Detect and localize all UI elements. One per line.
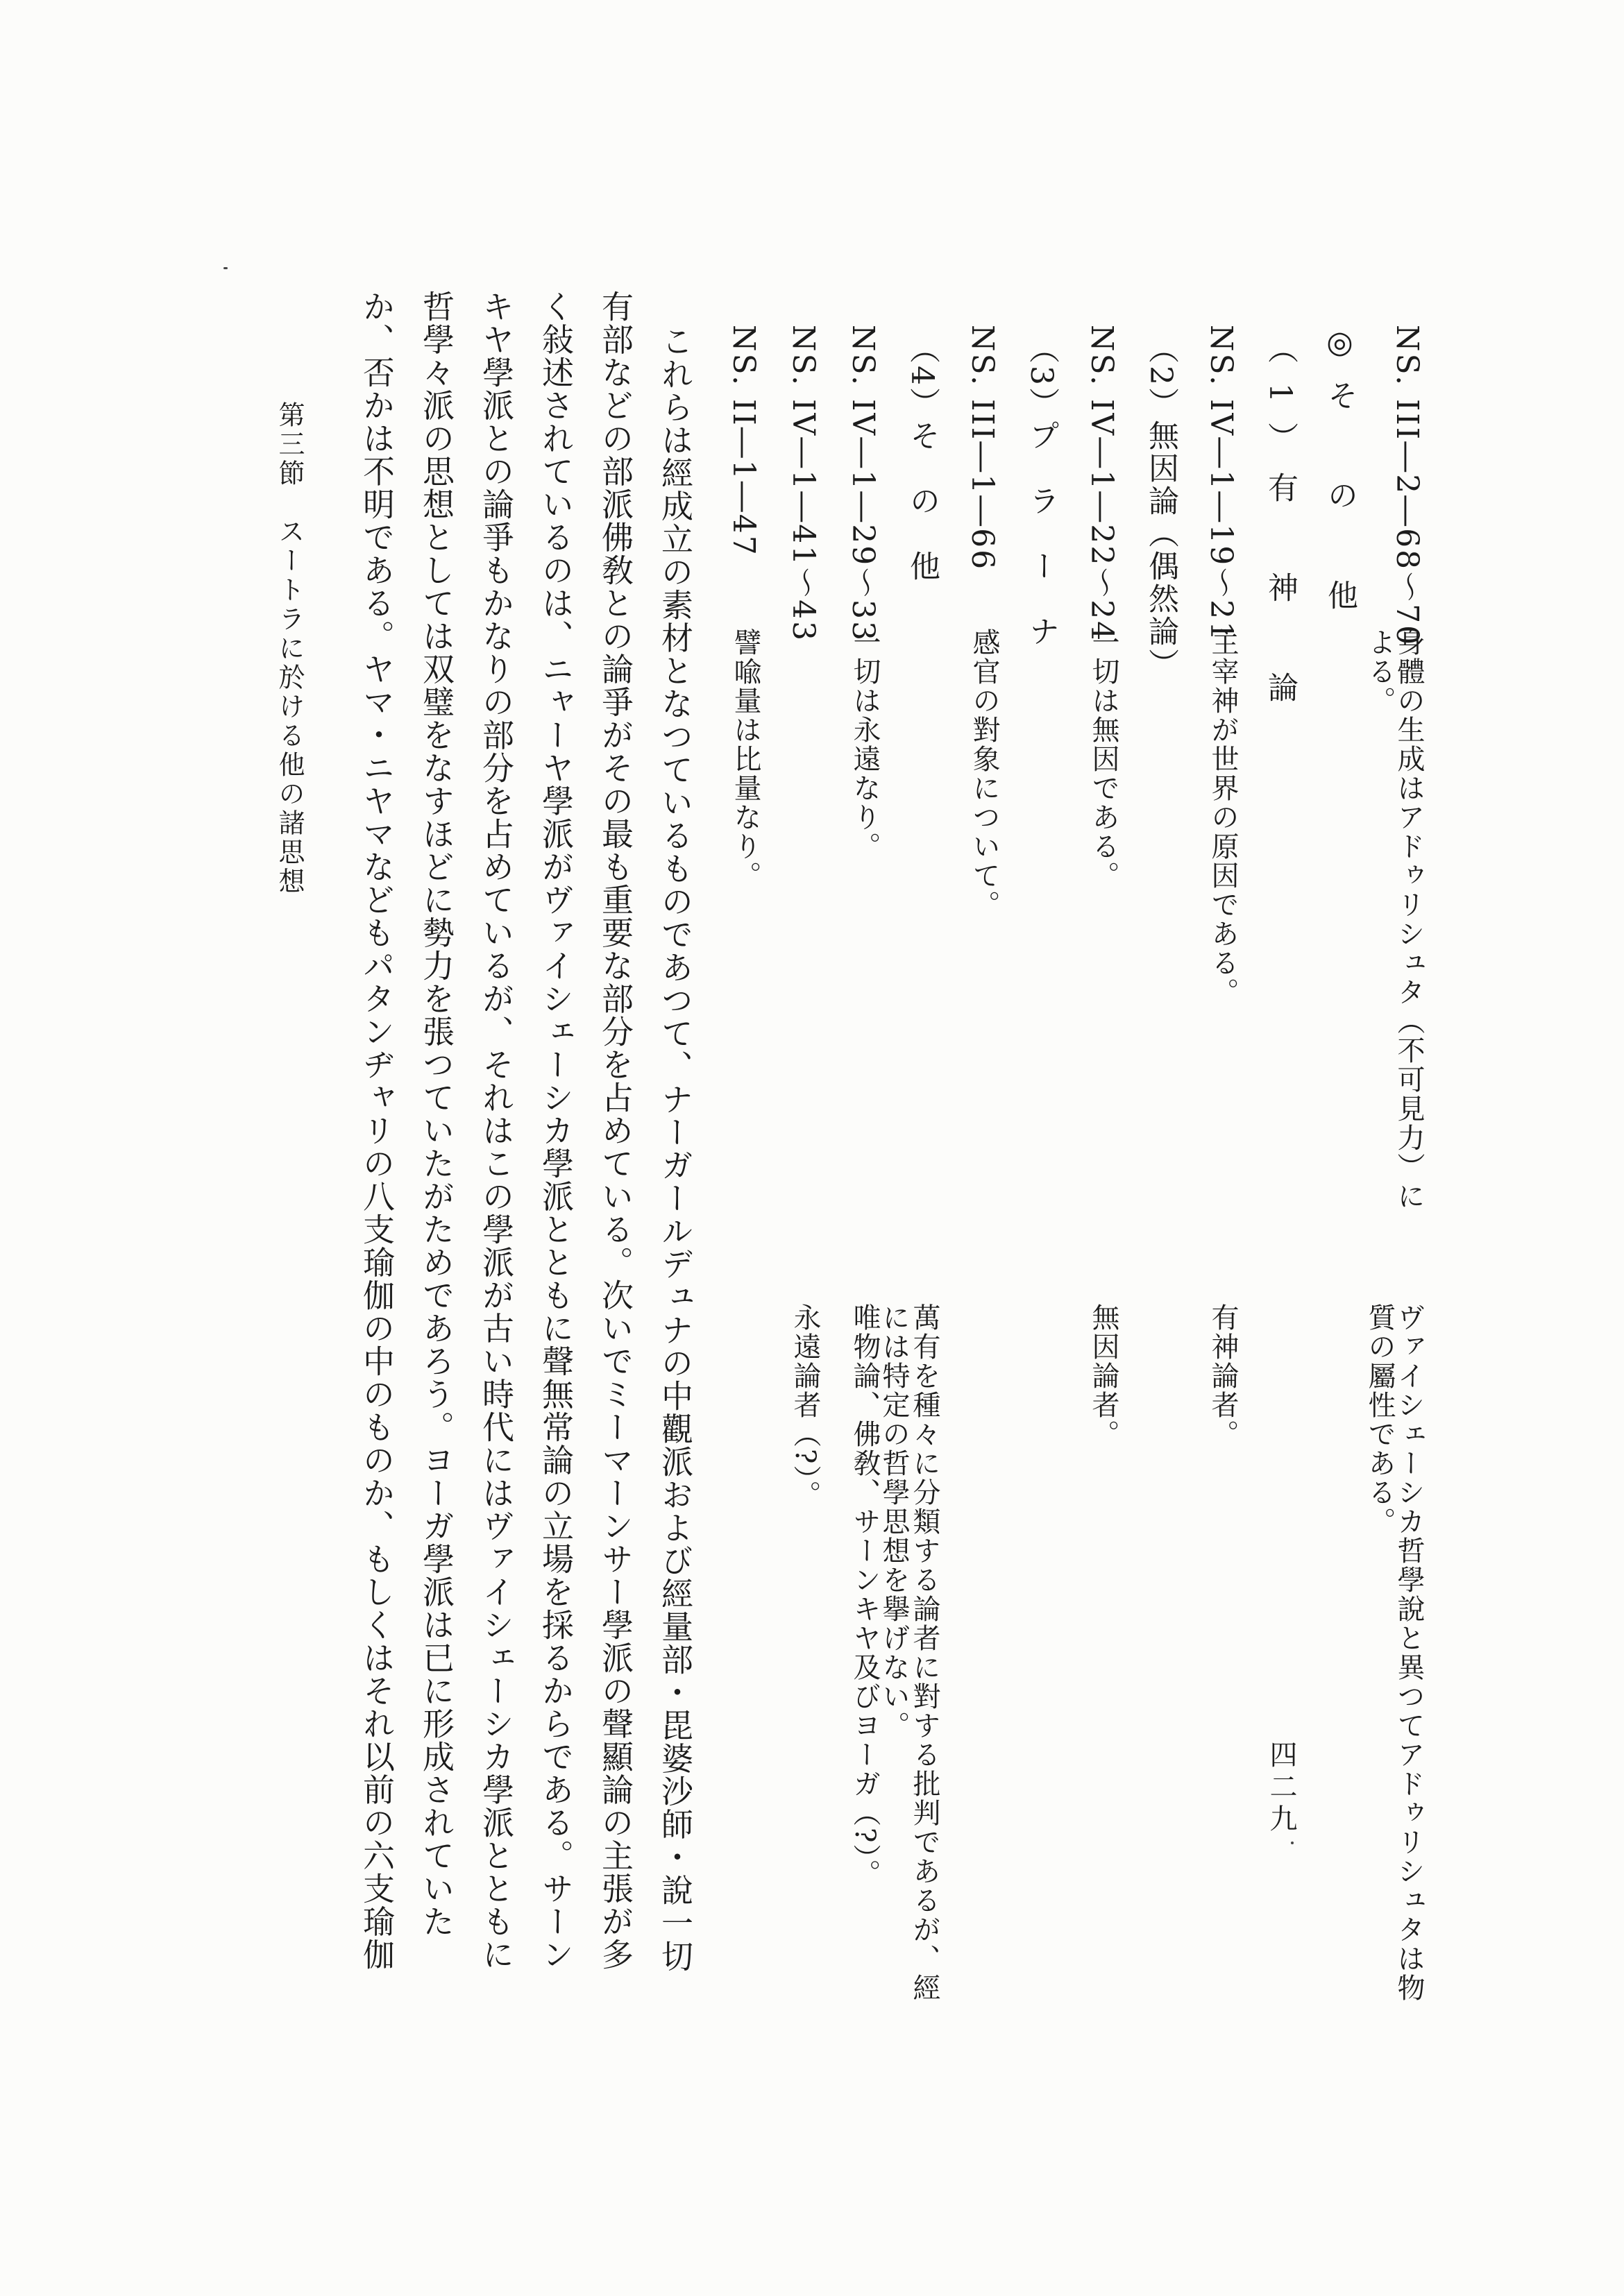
ref-3-code: NS. IV―1―19～21 <box>1203 325 1239 643</box>
ref-7-note-1: 萬有を種々に分類する論者に對する批判であるが、經 <box>908 1303 940 2002</box>
ref-0-code: NS. III―2―68～70 <box>1389 325 1425 647</box>
ref-5-code: NS. IV―1―22～24 <box>1084 325 1119 643</box>
ref-7-code: NS. III―1―66 <box>965 325 1000 572</box>
ref-9-note: 永遠論者（?）。 <box>789 1303 821 1510</box>
ref-9-text: 一切は永遠なり。 <box>849 628 881 861</box>
ref-0-text-1: 身體の生成はアドゥリシュタ（不可見力）に <box>1393 628 1425 1211</box>
body-line-4: キヤ學派との論爭もかなりの部分を占めているが、それはこの學派が古い時代にはヴァイシェーシカ學派とともに <box>477 290 515 1971</box>
page-number: 四二九 <box>1265 1740 1297 1836</box>
scan-speck <box>223 267 228 269</box>
ref-11-code: NS. II―1―47 <box>726 325 761 557</box>
heading-other: ◎そ の 他 <box>1322 325 1357 629</box>
ref-10-code: NS. IV―1―41～43 <box>786 325 821 643</box>
heading-others: （4）そ の 他 <box>904 333 940 583</box>
body-line-2: 有部などの部派佛敎との論爭がその最も重要な部分を占めている。次いでミーマーンサー學派の聲顯論の主張が多 <box>597 290 634 1971</box>
running-footer-section: 第三節 スートラに於ける他の諸思想 <box>274 401 305 896</box>
ref-7-note-2: には特定の哲學思想を擧げない。 <box>878 1303 910 1740</box>
ref-3-text: 主宰神が世界の原因である。 <box>1207 628 1239 1007</box>
ref-3-note: 有神論者。 <box>1207 1303 1239 1449</box>
body-line-5: 哲學々派の思想としては双璧をなすほどに勢力を張つていたがためであろう。ヨーガ學派は已に形成されていた <box>418 290 455 1938</box>
body-line-1: これらは經成立の素材となつているものであつて、ナーガールデュナの中觀派および經量部・毘婆沙師・說一切 <box>657 325 694 1973</box>
heading-accidentalism: （2）無因論（偶然論） <box>1143 333 1178 681</box>
ref-0-note-1: ヴァイシェーシカ哲學說と異つてアドゥリシュタは物 <box>1393 1303 1425 2002</box>
ref-5-text: 一切は無因である。 <box>1088 628 1119 890</box>
ref-0-text-2: よる。 <box>1364 628 1396 715</box>
ref-11-text: 譬喩量は比量なり。 <box>729 628 761 890</box>
scan-speck <box>1291 1842 1294 1844</box>
ref-9-code: NS. IV―1―29～33 <box>845 325 881 643</box>
ref-7-note-3: 唯物論、佛敎、サーンキヤ及びヨーガ（?）。 <box>849 1303 881 1889</box>
heading-prana: （3）プ ラ ー ナ <box>1024 333 1059 648</box>
ref-0-note-2: 質の屬性である。 <box>1364 1303 1396 1536</box>
ref-5-note: 無因論者。 <box>1088 1303 1119 1449</box>
heading-theism: （1）有 神 論 <box>1262 333 1298 722</box>
body-line-6: か、否かは不明である。ヤマ・ニヤマなどもパタンヂャリの八支瑜伽の中のものか、もしくはそれ以前の六支瑜伽 <box>358 290 396 1971</box>
ref-7-text: 感官の對象について。 <box>968 628 1000 919</box>
body-line-3: く敍述されているのは、ニャーヤ學派がヴァイシェーシカ學派とともに聲無常論の立場を採るからである。サーン <box>537 290 575 1971</box>
